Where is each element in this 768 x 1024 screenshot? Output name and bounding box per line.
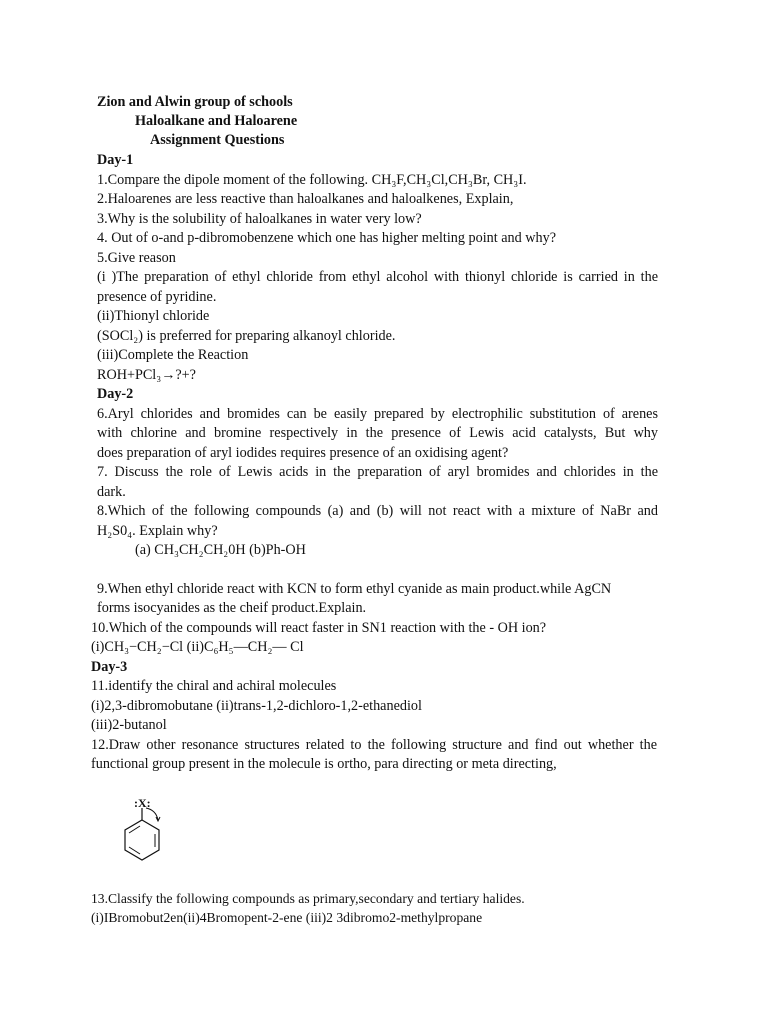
question-7-line1: 7. Discuss the role of Lewis acids in the preparation of aryl bromides and chlorides in the <box>97 464 658 480</box>
question-12-line2: functional group present in the molecule is ortho, para directing or meta directing, <box>91 756 557 772</box>
halogen-label: :X: <box>134 796 151 810</box>
halobenzene-structure <box>112 794 172 866</box>
question-11-option-iii: (iii)2-butanol <box>91 717 167 733</box>
question-11-options: (i)2,3-dibromobutane (ii)trans-1,2-dichloro-1,2-ethanediol <box>91 698 422 714</box>
school-name: Zion and Alwin group of schools <box>97 94 293 110</box>
question-5: 5.Give reason <box>97 250 176 266</box>
question-6-line2: with chlorine and bromine respectively in the presence of Lewis acid catalysts, But why <box>97 425 658 441</box>
question-3: 3.Why is the solubility of haloalkanes in water very low? <box>97 211 422 227</box>
question-6-line1: 6.Aryl chlorides and bromides can be easily prepared by electrophilic substitution of arenes <box>97 406 658 422</box>
question-6-line3: does preparation of aryl iodides requires presence of an oxidising agent? <box>97 445 509 461</box>
question-5-part-iii: (iii)Complete the Reaction <box>97 347 249 363</box>
subject-title: Haloalkane and Haloarene <box>135 113 298 129</box>
question-7-line2: dark. <box>97 484 126 500</box>
question-10-options: (i)CH₃−CH₂−Cl (ii)C₆H₅—CH₂— Cl <box>91 639 304 655</box>
benzene-ring <box>125 820 159 860</box>
question-2: 2.Haloarenes are less reactive than haloalkanes and haloalkenes, Explain, <box>97 191 514 207</box>
question-13-options: (i)IBromobut2en(ii)4Bromopent-2-ene (iii)2 3dibromo2-methylpropane <box>91 910 483 925</box>
question-8-options: (a) CH₃CH₂CH₂0H (b)Ph-OH <box>135 542 306 558</box>
day2-heading: Day-2 <box>97 386 134 402</box>
question-10: 10.Which of the compounds will react faster in SN1 reaction with the - OH ion? <box>91 620 547 636</box>
day3-heading: Day-3 <box>91 659 128 675</box>
question-8-line2: H₂S0₄. Explain why? <box>97 523 218 539</box>
question-5-part-i-line2: presence of pyridine. <box>97 289 217 305</box>
question-5-part-ii-line2: (SOCl₂) is preferred for preparing alkanoyl chloride. <box>97 328 396 344</box>
question-13: 13.Classify the following compounds as primary,secondary and tertiary halides. <box>91 891 525 906</box>
question-5-reaction: ROH+PCl₃→?+? <box>97 367 196 383</box>
question-1: 1.Compare the dipole moment of the following. CH₃F,CH₃Cl,CH₃Br, CH₃I. <box>97 172 527 188</box>
question-12-line1: 12.Draw other resonance structures related to the following structure and find out whether the <box>91 737 657 753</box>
question-11: 11.identify the chiral and achiral molecules <box>91 678 337 694</box>
question-5-part-ii-line1: (ii)Thionyl chloride <box>97 308 210 324</box>
question-9-line2: forms isocyanides as the cheif product.Explain. <box>97 600 367 616</box>
question-8-line1: 8.Which of the following compounds (a) and (b) will not react with a mixture of NaBr and <box>97 503 658 519</box>
day1-heading: Day-1 <box>97 152 134 168</box>
question-9-line1: 9.When ethyl chloride react with KCN to form ethyl cyanide as main product.while AgCN <box>97 581 612 597</box>
question-5-part-i-line1: (i )The preparation of ethyl chloride from ethyl alcohol with thionyl chloride is carried in the <box>97 269 658 285</box>
document-type: Assignment Questions <box>150 132 285 148</box>
question-4: 4. Out of o-and p-dibromobenzene which one has higher melting point and why? <box>97 230 557 246</box>
